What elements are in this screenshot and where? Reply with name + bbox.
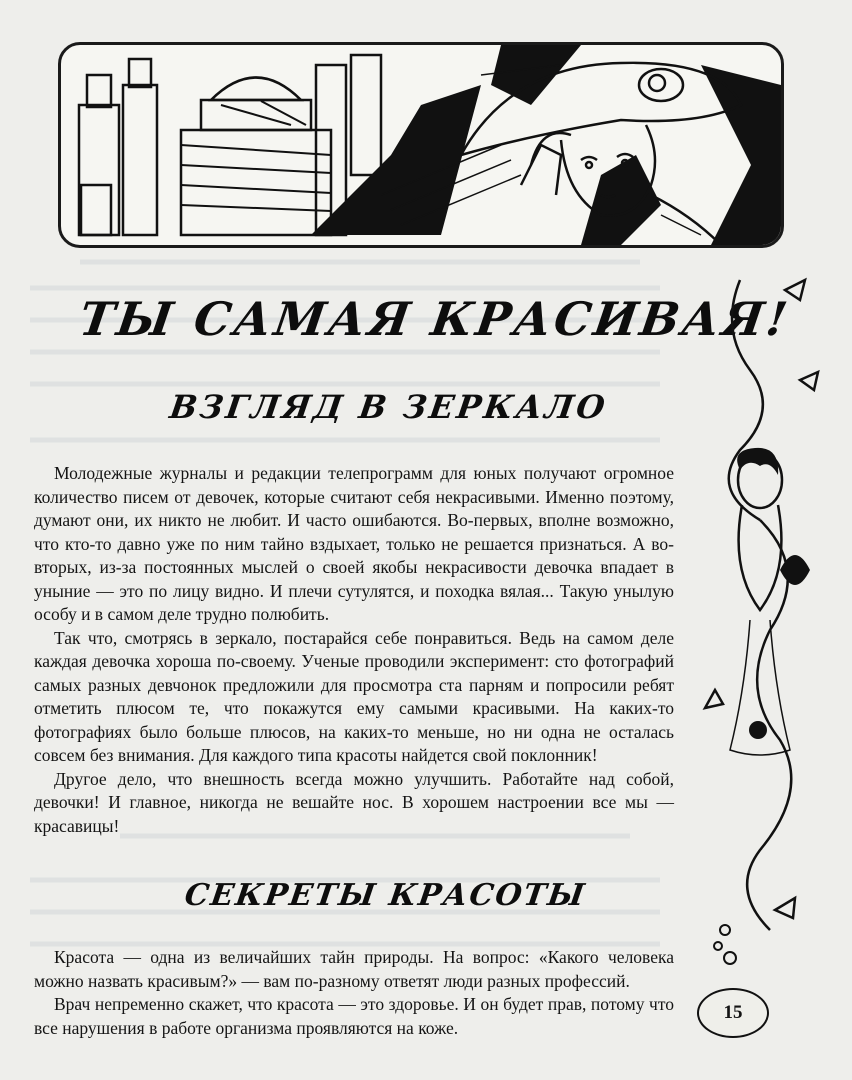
floral-vine-ornament [700, 270, 830, 970]
header-illustration [58, 42, 784, 248]
paragraph: Красота — одна из величайших тайн природы. На вопрос: «Какого человека можно назвать красивым?» — вам по-разному ответят люди разных профессий. [34, 947, 674, 991]
section1-text [34, 462, 674, 838]
section-heading: СЕКРЕТЫ КРАСОТЫ [182, 878, 589, 913]
page-title: ТЫ САМАЯ КРАСИВАЯ! [76, 292, 794, 346]
page-number: 15 [697, 988, 769, 1038]
paragraph: Молодежные журналы и редакции телепрограмм для юных получают огромное количество писем от девочек, которые считают себя некрасивыми. Именно поэтому, думают они, их никто не любит. И часто ошибаются. Во-первых, вполне возможно, что кто-то давно уже по ним тайно вздыхает, только не решается признаться. А во-вторых, из-за постоянных мыслей о своей якобы некрасивости девочка впадает в уныние — это по лицу видно. И плечи сутулятся, и походка вялая... Такую унылую особу и в самом деле трудно полюбить. [34, 463, 674, 624]
subtitle: ВЗГЛЯД В ЗЕРКАЛО [167, 388, 611, 426]
section2-text [34, 946, 674, 1040]
paragraph: Другое дело, что внешность всегда можно улучшить. Работайте над собой, девочки! И главное, никогда не вешайте нос. В хорошем настроении все мы — красавицы! [34, 768, 674, 836]
paragraph: Так что, смотрясь в зеркало, постарайся себе понравиться. Ведь на самом деле каждая девочка хороша по-своему. Ученые проводили эксперимент: сто фотографий самых разных девчонок предложили для просмотра ста парням и попросили ребят отметить плюсом те, что покажутся ему самыми красивыми. На каких-то фотографиях было больше плюсов, на каких-то меньше, но ни одна не осталась совсем без внимания. Для каждого типа красоты найдется свой поклонник! [34, 627, 674, 765]
paragraph: Врач непременно скажет, что красота — это здоровье. И он будет прав, потому что все нарушения в работе организма проявляются на коже. [34, 994, 674, 1038]
